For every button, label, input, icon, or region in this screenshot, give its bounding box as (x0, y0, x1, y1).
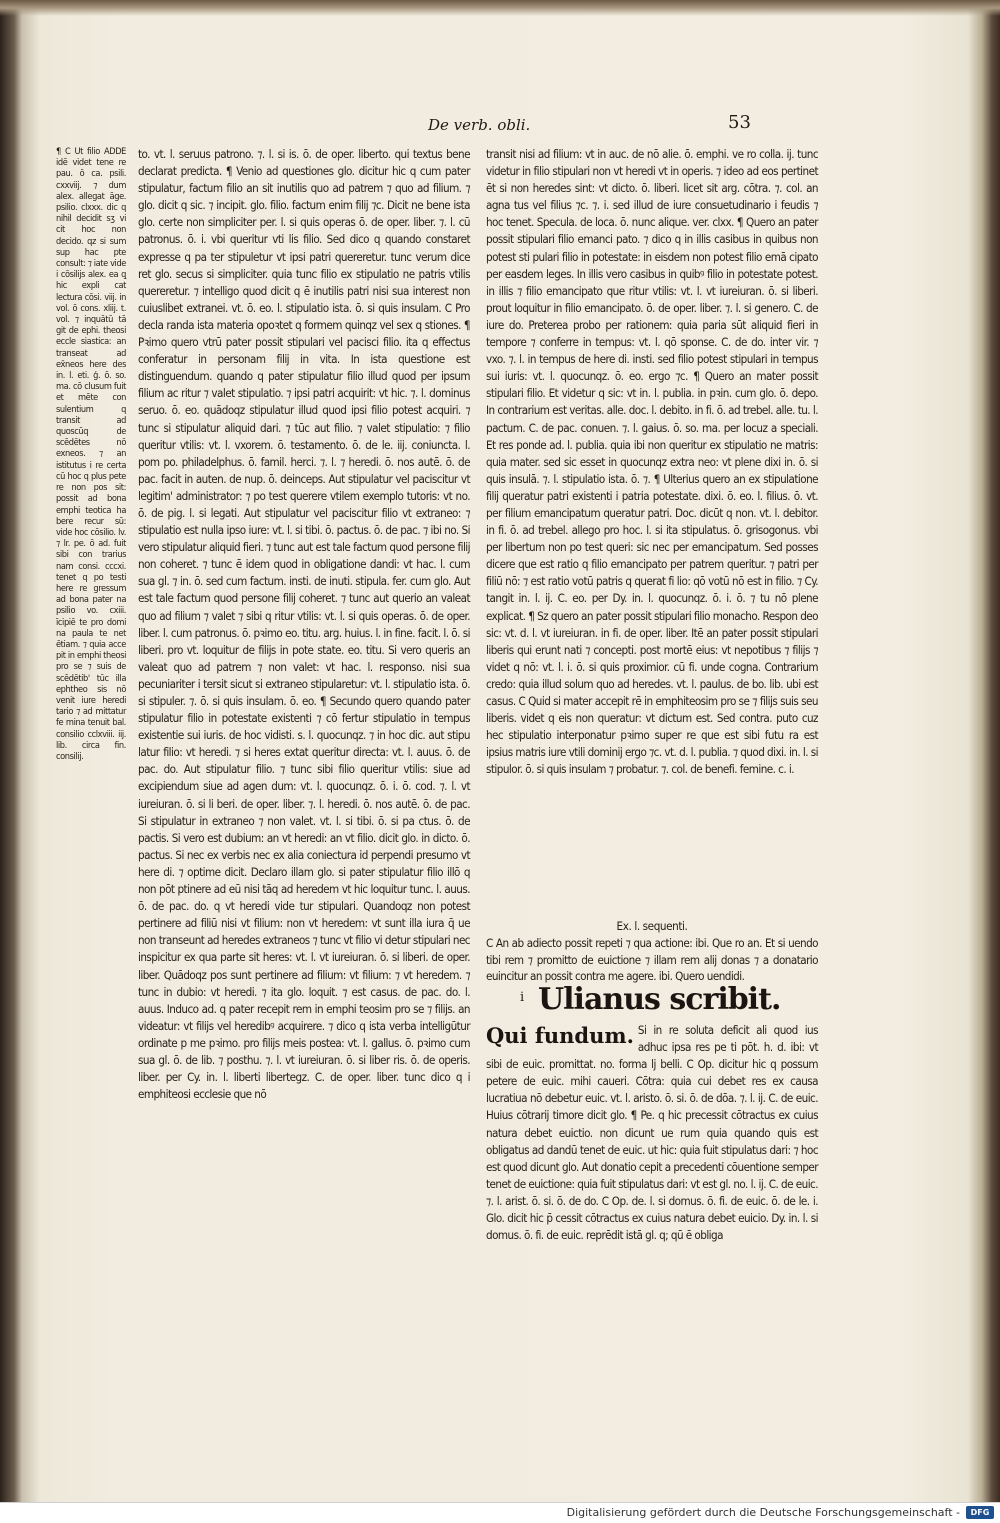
footer-bar (0, 1502, 1000, 1523)
folio-number: 53 (728, 112, 751, 133)
rubric (486, 980, 818, 1024)
right-column (486, 146, 818, 778)
section-sub-heading: Ex. l. sequenti. (616, 919, 688, 933)
lemma: Qui fundum. (486, 1023, 634, 1048)
margin-note: ¶ C Ut filio ADDE idē videt tene re pau. ō ca. psili. cxxviij. ⁊ dum alex. allegat āge. psilio. clxxx. dic q nihil decidit sʒ vi cit hoc non decido. qz si sum sup hac pte consult: ⁊ iate vide i cōsilijs alex. ea ꝗ hic expli cat lectura cōsi. viij. in vol. ō cons. xliij. t. vol. ⁊ inquātū tā git de ephi. theosi eccle siastica: an transeat ad ex̄neos here des in. l. eti. ǵ. ō. so. ma. cō clusum fuit et mēte con sulentium q transit ad quoscūq de scēdētes nō exneos. ⁊ an istitutus i re certa cū hoc q plus pete re non pos sit: possit ad bona emphi teotica ha bere recur sū: vide hoc cōsilio. lv. ⁊ lr. pe. ō ad. fuit sibi con trarius nam consi. cccxi. tenet q po testi here re gressum ad bona pater na psilio vo. cxiii. īcipiē te pro domi na paula te net ētiam. ⁊ quia acce pit in emphi theosi pro se ⁊ suis de scēdētib' tūc illa ephtheo sis nō venit iure heredi tario ⁊ ad mittatur fe mina tenuit bal. consilio cclxviii. iij. lib. circa fin. consilij. (56, 146, 126, 762)
rubric-letter: i (520, 990, 525, 1005)
page (24, 12, 976, 1490)
right-column-text: transit nisi ad filium: vt in auc. de nō alie. ō. emphi. ve ro colla. ij. tunc videtur in filio stipulari non vt heredi vt in operis. ⁊ ideo ad eos pertinet ēt si non heredes sint: vt dicto. ō. liberi. licet sit arg. cōtra. ⁊. col. an agna tus vel filius ⁊c. ⁊. i. sed illud de iure consuetudinario i feudis ⁊ hoc tenet. Specula. de loca. ō. nunc alique. ver. clxx. ¶ Quero an pater possit stipulari filio emanci pato. ⁊ dico q in illis casibus in quibus non potest sti pulari filio in potestate: in eisdem non potest filio emā cipato per easdem leges. In illis vero casibus in quibꝰ filio in potestate potest. in illis ⁊ filio emancipato que ritur vtilis: vt. l. vt iureiuran. ō. si liberi. prout loquitur in filio emancipato. ō. de oper. liber. ⁊. l. si genero. C. de iure do. Preterea probo per rationem: quia paria sūt aliquid fieri in tempore ⁊ conferre in tempus: vt. l. qō sponse. C. de do. inter vir. ⁊ vxo. ⁊. l. in tempus de here di. insti. sed filio potest stipulari in tempus sui iuris: vt. l. quocunqz. ō. eo. ergo ⁊c. ¶ Quero an mater possit stipulari filio. Et videtur q sic: vt in. l. publia. in pꝛin. cum glo. ō. depo. In contrarium est veritas. alle. doc. l. debito. in fi. ō. ad trebel. alle. tu. l. pactum. C. de pac. conuen. ⁊. l. gaius. ō. so. ma. per locuz a speciali. Et res ponde ad. l. publia. quia ibi non queritur ex stipulatio ne matris: quia mater. sed sic esset in quocunqz extra neo: vt plene dixi in. ō. si quis insulā. ⁊. l. stipulatio ista. ō. ⁊. ¶ Ulterius quero an ex stipulatione filij queratur patri existenti i patria potestate. dixi. ō. eo. l. filius. ō. vt. per filium emancipatum queratur patri. Doc. dicūt q non. vt. l. debitor. in fi. ō. ad trebel. allego pro hoc. l. si ita stipulatus. ō. grisogonus. vbi per libertum non po test queri: sic nec per emancipatum. Sed posses dicere que est ratio q filio emancipato per patrem queritur. ⁊ patri per filiū nō: ⁊ est ratio votū patris q querat fi lio: qō votū nō est in filio. ⁊ Cy. tangit in. l. ij. C. eo. per Dy. in. l. quocunqz. ō. i. ō. ⁊ tu nō plene explicat. ¶ Sz quero an pater possit stipulari filio monacho. Respon deo sic: vt. d. l. vt iureiuran. in fi. de oper. liber. Itē an pater possit stipulari liberis qui erunt nati ⁊ concepti. post mortē eius: vt nepotibus ⁊ filijs ⁊ videt q nō: vt. l. i. ō. si quis proximior. cū fi. unde cogna. Contrarium credo: quia illud solum quo ad heredes. vt. l. paulus. de bo. lib. ubi est casus. C Quid si mater accepit rē in emphiteosim pro se ⁊ filijs suis seu liberis. videt q eis non queratur: vt dictum est. Sed contra. puto cuz hec stipulatio interponatur pꝛimo super re que est sibi futu ra est ipsius matris iure vtili dominij ergo ⁊c. vt. d. l. publia. ⁊ quod dixi. in. l. si stipulor. ō. si quis insulam ⁊ probatur. ⁊. col. de benefi. femine. c. i. (486, 147, 818, 777)
footer-credit: Digitalisierung gefördert durch die Deutsche Forschungsgemeinschaft - (566, 1506, 960, 1519)
left-column-text: to. vt. l. seruus patrono. ⁊. l. si is. ō. de oper. liberto. qui textus bene declarat predicta. ¶ Venio ad questiones glo. dicitur hic q cum pater stipulatur, factum filio an sit inutilis quo ad patrem ⁊ quo ad filium. ⁊ glo. dicit q sic. ⁊ incipit. glo. filio. factum enim filij ⁊c. Dicit ne bene ista glo. certe non simpliciter per. l. si quis operas ō. de oper. liber. ⁊. l. cū patronus. ō. i. vbi queritur vti lis filio. Sed dico q quando constaret expresse q pa ter stipuletur vt ipsi patri quereretur. tunc verum dice ret glo. secus si simpliciter. quia tunc filio ex stipulatio ne patris vtilis quereretur. ⁊ intelligo quod dicit q ē inutilis patri nisi sua interest non cuiuslibet extranei. vt. ō. eo. l. stipulatio ista. ō. si quis insulam. C Pro decla randa ista materia opoꝛtet q formem quinqz vel sex q stiones. ¶ Pꝛimo quero vtrū pater possit stipulari vel pacisci filio. ita q effectus conferatur in personam filij in vita. In ista questione est distinguendum. quando q pater stipulatur filio illud quod per ipsum filium ac ritur ⁊ valet stipulatio. ⁊ ipsi patri acquirit: vt hic. ⁊. l. dominus seruo. ō. eo. quādoqz stipulatur illud quod ipsi filio potest acquiri. ⁊ tunc si stipulatur aliquid dari. ⁊ tūc aut filio. ⁊ valet stipulatio: ⁊ filio queritur vtilis: vt. l. vxorem. ō. testamento. ō. de le. iij. coniuncta. l. pom po. philadelphus. ō. famil. herci. ⁊. l. ⁊ heredi. ō. nos autē. ō. de pac. facit in auten. de nup. ō. deinceps. Aut stipulatur vel paciscitur vt legitim' administrator: ⁊ po test querere vtilem exemplo tutoris: vt no. ō. de pig. l. si legati. Aut stipulatur vel paciscitur filio vt extraneo: ⁊ stipulatio est nulla ipso iure: vt. l. si tibi. ō. pactus. ō. de pac. ⁊ ibi no. Si vero stipulatur aliquid fieri. ⁊ tunc aut est tale factum quod persone filij non coheret. ⁊ tunc ē idem quod in obligatione dandi: vt hac. l. cum sua gl. ⁊ in. ō. sed cum factum. insti. de inuti. stipula. fer. cum glo. Aut est tale factum quod persone filij coheret. ⁊ tunc aut querio an valeat quo ad filium ⁊ valet ⁊ sibi q ritur vtilis: vt. l. si quis operas. ō. de oper. liber. l. cum patronus. ō. pꝛimo eo. titu. arg. huius. l. in fine. facit. l. ō. si liberi. pro vt. loquitur de filijs in pote state. eo. titu. Si vero queris an valeat quo ad patrem ⁊ non valet: vt hac. l. responso. nisi sua pecuniariter i tersit sicut si extraneo stipularetur: vt. l. stipulatio ista. ō. si stipuler. ⁊. ō. si quis insulam. ō. eo. ¶ Secundo quero quando pater stipulatur filio in potestate existenti ⁊ cō fertur stipulatio in tempus existentie sui iuris. de hoc vidisti. s. l. quocunqz. ⁊ in hoc dic. aut stipu latur filio: vt heredi. ⁊ si heres extat queritur directa: vt. l. auus. ō. de pac. do. Aut stipulatur filio. ⁊ tunc sibi filio queritur vtilis: siue ad excipiendum siue ad agen dum: vt. l. quocunqz. ō. i. ō. cod. ⁊. l. vt iureiuran. ō. si li beri. de oper. liber. ⁊. l. heredi. ō. nos autē. ō. de pac. Si stipulatur in extraneo ⁊ non valet. vt. l. si tibi. ō. si pa ctus. ō. de pactis. Si vero est dubium: an vt heredi: an vt filio. dicit glo. in dicto. ō. pactus. Si nec ex verbis nec ex alia coniectura id perpendi presumo vt here di. ⁊ optime dicit. Declaro illam glo. si pater stipulatur filio illō q non pōt ptinere ad eū nisi tāq ad heredem vt hic loquitur tunc. l. auus. ō. de pac. do. q vt heredi vide tur stipulari. Quandoqz non potest pertinere ad filiū nisi vt filium: non vt heredem: vt sunt illa iura q̄ ue non transeunt ad heredes extraneos ⁊ tunc vt filio vi detur stipulari nec inspicitur ex qua parte sit heres: vt. l. vt iureiuran. ō. si liberi. de oper. liber. Quādoqz pos sunt pertinere ad filium: vt filium: ⁊ vt heredem. ⁊ tunc in dubio: vt heredi. ⁊ ita glo. loquit. ⁊ est casus. de pac. do. l. auus. Induco ad. q pater recepit rem in emphi teosim pro se ⁊ filijs. an videatur: vt filijs vel heredibꝰ acquirere. ⁊ dico q ista verba intelligūtur ordinate p me pꝛimo. pro filijs meis postea: vt. l. gallus. ō. pꝛimo cum sua gl. ō. de lib. ⁊ posthu. ⁊. l. vt iureiuran. ō. si liber ris. ō. de operis. liber. per Cy. in. l. liberti libertegz. C. de oper. liber. tunc dico q i emphiteosi ecclesie que nō (138, 147, 470, 1102)
section-question: C An ab adiecto possit repeti ⁊ qua actione: ibi. Que ro an. Et si uendo tibi rem ⁊ promitto de euictione ⁊ illam rem alij donas ⁊ a donatario euincitur an possit contra me agere. ibi. Quero uendidi. (486, 936, 818, 983)
lemma-commentary: Si in re soluta deficit ali quod ius adhuc ipsa res pe ti pōt. h. d. ibi: vt sibi de euic. promittat. no. forma lj belli. C Op. dicitur hic q possum petere de euic. mihi caueri. Cōtra: quia cui debet res ex causa lucratiua nō debetur euic. vt. l. aristo. ō. si. ō. de dōa. ⁊. l. ij. C. de euic. Huius cōtrarij timore dicit glo. ¶ Pe. q hic precessit cōtractus ex cuius natura debet euictio. non dicunt ue rum quia quando quis est obligatus ad dandū tenet de euic. ut hic: quia fuit stipulatus dari: ⁊ hoc est quod dicunt glo. Aut donatio cepit a precedenti cōuentione semper tenet de euictione: quia fuit stipulatus dari: vt est gl. no. l. ij. C. de euic. ⁊. l. arist. ō. si. ō. de do. C Op. de. l. si domus. ō. fi. de euic. ō. de le. i. Glo. dicit hic p̄ cessit cōtractus ex cuius natura debet euicio. Dy. in. l. si domus. ō. fi. de euic. reprēdit istā gl. q; qū ē obliga (486, 1023, 818, 1243)
dfg-logo: DFG (966, 1506, 994, 1519)
left-column (138, 146, 470, 1103)
running-head: De verb. obli. (428, 116, 531, 134)
lemma-block (486, 1022, 818, 1244)
rubric-title: Ulianus scribit. (538, 982, 781, 1017)
section-intro (486, 918, 818, 985)
